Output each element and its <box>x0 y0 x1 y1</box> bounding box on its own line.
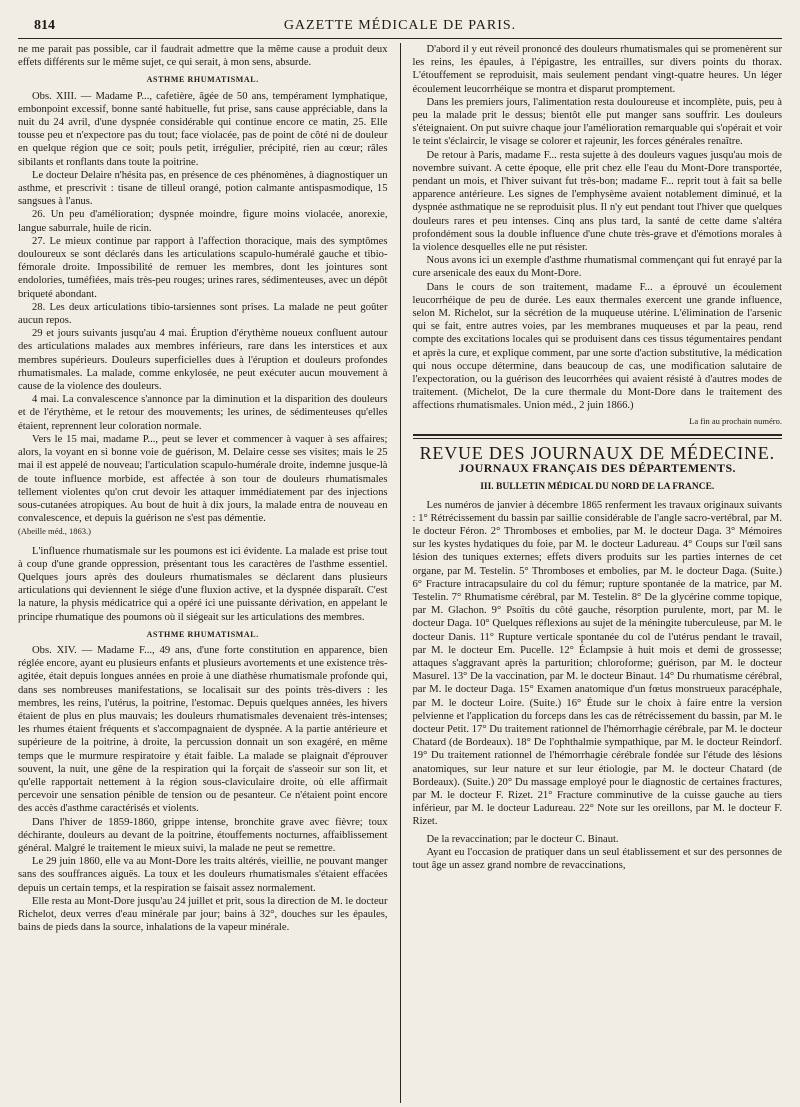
paragraph: Dans le cours de son traitement, madame F... a éprouvé un écoulement leucorrhéique de peu de durée. Les eaux thermales exercent une grande influence, selon M. Richelot, sur la sécrétion de la muqueuse utérine. L'élimination de l'arsenic qui se fait, entre autres voies, par les membranes muqueuses et par la peau, rend compte des excitations locales qui se produisent dans ces tissus tégumentaires pendant et après la cure, et explique comment, par une sorte d'action substitutive, la médication qui nous occupe détermine, dans beaucoup de cas, une modification salutaire de l'expectoration, ou la guérison des leucorrhées qui avaient résisté à d'autres modes de traitement. (Michelot, De la cure thermale du Mont-Dore dans le traitement des affections rhumatismales. Union méd., 2 juin 1866.) <box>412 281 782 412</box>
paragraph: Les numéros de janvier à décembre 1865 renferment les travaux originaux suivants : 1° Rétrécissement du bassin par saillie considérable de l'angle sacro-vertébral, par M. le docteur Féron. 2° Thromboses et embolies, par M. le docteur Daga. 3° Mémoires sur les kystes hydatiques du foie, par M. le docteur Ladureau. 4° Coups sur l'œil sans lésion des tuniques externes; effets divers produits sur les parties internes de cet organe, par M. Testelin. 5° Thromboses et embolies, par M. le docteur Daga. (Suite.) 6° Fracture intracapsulaire du col du fémur; rupture spontanée de la matrice, par M. Testelin. 7° Rhumatisme cérébral, par M. Testelin. 8° De la glycérine comme topique, par M. Glachon. 9° Psoïtis du côté gauche, résorption purulente, mort, par M. le docteur Daga. 10° Quelques réflexions au sujet de la méningite tuberculeuse, par M. le docteur Danis. 11° Rupture verticale spontanée du col de l'utérus pendant le travail, par M. le docteur Em. Pucelle. 12° Éclampsie à huit mois et demi de grossesse; attaques s'aggravant après la parturition; chloroforme; guérison, par M. le docteur Masurel. 13° De la vaccination, par M. le docteur Binaut. 14° Du rhumatisme cérébral, par M. le docteur Daga. 15° Examen anatomique d'un fœtus monstrueux paracéphale, par M. le docteur Loire. (Suite.) 16° Étude sur le choix à faire entre la version pelvienne et l'application du forceps dans les cas de rétrécissement du bassin, par M. le docteur Petit. 17° Du traitement rationnel de l'hémorrhagie cérébrale, par M. le docteur Chatard (de Bordeaux). 18° De l'ophthalmie sympathique, par M. le docteur Reindorf. 19° Du traitement rationnel de l'hémorrhagie cérébrale fondée sur l'étude des lésions anatomiques, sur leur nature et sur leur étiologie, par M. le docteur Chatard (de Bordeaux). (Suite.) 20° Du massage employé pour le diagnostic de certaines fractures, par M. le docteur F. Rizet. 21° Fracture comminutive de la cuisse gauche au tiers inférieur, par M. le docteur Ladureau. 22° Note sur les oreillons, par M. le docteur F. Rizet. <box>412 499 782 828</box>
right-column <box>403 43 783 1103</box>
revue-subtitle: JOURNAUX FRANÇAIS DES DÉPARTEMENTS. <box>458 461 736 476</box>
source-citation: (Abeille méd., 1863.) <box>18 526 91 537</box>
page-number: 814 <box>34 18 55 33</box>
paragraph: 4 mai. La convalescence s'annonce par la diminution et la disparition des douleurs et de l'érythème, et le retour des mouvements; les urines, de sédimenteuses qu'elles étaient, reprennent leur coloration normale. <box>18 394 388 432</box>
paragraph: Ayant eu l'occasion de pratiquer dans un seul établissement et sur des personnes de tout âge un assez grand nombre de revaccinations, <box>412 846 782 871</box>
section-heading: ASTHME RHUMATISMAL. <box>146 75 259 85</box>
paragraph: Dans l'hiver de 1859-1860, grippe intense, bronchite grave avec fièvre; toux déchirante, douleurs au devant de la poitrine, étouffements nocturnes, affaiblissement général. Malgré le traitement le mieux suivi, la malade ne peut se remettre. <box>18 816 388 854</box>
column-divider <box>400 43 401 1103</box>
paragraph: Vers le 15 mai, madame P..., peut se lever et commencer à vaquer à ses affaires; alors, la voyant en si bonne voie de guérison, M. Delaire cesse ses visites; mais le 25 mai il est appelé de nouveau; l'articulation scapulo-humérale droite, indemne jusque-là de toute influence morbide, est affectée à son tour de douleurs rhumatismales tellement violentes qu'on crut devoir les attaquer immédiatement par des injections sous-cutanées atropiques. Au bout de huit à dix jours, la malade entra de nouveau en convalescence, et depuis la guérison ne s'est pas démentie. <box>18 433 388 525</box>
paragraph: De retour à Paris, madame F... resta sujette à des douleurs vagues jusqu'au mois de novembre suivant. A cette époque, elle prit chez elle l'eau du Mont-Dore transportée, pendant un mois, et l'hiver suivant fut très-bon; madame F... reprit tout à fait sa belle apparence antérieure. Les signes de l'emphysème avaient notablement diminué, et la dyspnée asthmatique ne se reproduisit plus. Il n'y eut pendant tout l'hiver que quelques douleurs rares et peu intenses. Cinq ans plus tard, la santé de cette dame s'altéra profondément sous la double influence d'une chute très-grave et d'émotions morales à la violence desquelles elle ne put résister. <box>412 149 782 254</box>
paragraph: 26. Un peu d'amélioration; dyspnée moindre, figure moins violacée, anorexie, langue saburrale, huile de ricin. <box>18 209 388 234</box>
section-rule <box>413 434 783 439</box>
revue-title: REVUE DES JOURNAUX DE MÉDECINE. <box>419 442 775 463</box>
running-head <box>18 14 782 39</box>
paragraph: Le 29 juin 1860, elle va au Mont-Dore les traits altérés, vieillie, ne pouvant manger sans des souffrances aiguës. La toux et les douleurs rhumatismales s'étaient effacées depuis un certain temps, et la respiration se faisait assez normalement. <box>18 856 388 894</box>
subsection-heading: De la revaccination; par le docteur C. Binaut. <box>426 833 619 845</box>
paragraph: Nous avons ici un exemple d'asthme rhumatismal commençant qui fut enrayé par la cure arsenicale des eaux du Mont-Dore. <box>412 255 782 280</box>
paragraph: Dans les premiers jours, l'alimentation resta douloureuse et incomplète, puis, peu à peu la malade prit le dessus; bientôt elle put manger sans souffrir. Les douleurs s'éteignaient. On put suivre chaque jour l'amélioration remarquable qui s'opérait et voir le teint s'éclaircir, le visage se colorer et rajeunir, les forces générales renaître. <box>412 96 782 148</box>
bulletin-heading: III. BULLETIN MÉDICAL DU NORD DE LA FRANCE. <box>480 482 715 493</box>
paragraph: ne me parait pas possible, car il faudrait admettre que la même cause a produit deux effets différents sur le même sujet, ce qui serait, à mon sens, absurde. <box>18 44 388 69</box>
observation-13: Obs. XIII. — Madame P..., cafetière, âgée de 50 ans, tempérament lymphatique, embonpoint excessif, bonne santé habituelle, fut prise, sans cause appréciable, dans la nuit du 24 avril, d'une dyspnée considérable qui continue encore ce matin, 25. Elle tousse peu et n'expectore pas du tout; face violacée, pas de point de côté ni de douleur en quelque région que ce soit; pouls petit, irrégulier, précipité, rien au cœur; râles sibilants et ronflants dans toute la poitrine. <box>18 90 388 168</box>
columns <box>18 43 782 1103</box>
paragraph: Le docteur Delaire n'hésita pas, en présence de ces phénomènes, à diagnostiquer un asthme, et prescrivit : tisane de tilleul orangé, potion calmante antispasmodique, 15 sangsues à l'anus. <box>18 169 388 208</box>
paragraph: D'abord il y eut réveil prononcé des douleurs rhumatismales qui se promenèrent sur les reins, les épaules, à l'épigastre, les entrailles, sur divers points du thorax. L'étouffement se reproduisit, mais seulement pendant vingt-quatre heures. Un léger écoulement leucorrhéique se montra et disparut promptement. <box>412 44 782 95</box>
journal-title: GAZETTE MÉDICALE DE PARIS. <box>283 18 517 33</box>
paragraph: 27. Le mieux continue par rapport à l'affection thoracique, mais des symptômes douloureux se sont déclarés dans les articulations scapulo-huméralé gauche et tibio-fémorale droite. Impossibilité de remuer les membres, dont les jointures sont endolories, tuméfiées, mais très-peu rouges; urines rares, sédimenteuses, avec un dépôt briqueté abondant. <box>18 235 388 300</box>
paragraph: 29 et jours suivants jusqu'au 4 mai. Éruption d'érythème noueux confluent autour des articulations malades aux membres inférieurs, rare dans les interstices et aux membres supérieurs. Douleurs superficielles dues à l'éruption et douleurs profondes rhumatismales. La malade, comme enkylosée, ne peut exécuter aucun mouvement à cause de la violence des douleurs. <box>18 328 388 393</box>
paragraph: 28. Les deux articulations tibio-tarsiennes sont prises. La malade ne peut goûter aucun repos. <box>18 301 388 327</box>
paragraph: Elle resta au Mont-Dore jusqu'au 24 juillet et prit, sous la direction de M. le docteur Richelot, deux verres d'eau minérale par jour; bains à 32°, douches sur les épaules, bains de pieds dans la source, inhalations de la vapeur minérale. <box>18 895 388 934</box>
continued-note: La fin au prochain numéro. <box>689 415 782 426</box>
observation-14: Obs. XIV. — Madame F..., 49 ans, d'une forte constitution en apparence, bien réglée encore, ayant eu plusieurs enfants et plusieurs avortements et une existence très-agitée, était depuis longues années en proie à une diathèse rhumatismale profonde qui, dans ses nombreuses manifestations, se localisait sur des points très-divers : les membres, les reins, l'utérus, la poitrine, l'estomac. Depuis quelques années, les hivers étaient de plus en plus mauvais; les douleurs rhumatismales devenaient très-intenses; les rhumes étaient fréquents et s'accompagnaient de dyspnée. A la partie antérieure et supérieure de la poitrine, à droite, la percussion donnait un son exagéré, en même temps que le murmure respiratoire y était faible. La malade se plaignait d'éprouver souvent, la nuit, une gêne de la respiration qui la forçait de s'asseoir sur son lit, et qu'elle rapportait nettement à la région sous-claviculaire droite, où elle affirmait percevoir une sensation pénible de tension ou de pesanteur. Ce n'étaient point encore des accès d'asthme caractérisés et violents. <box>18 644 388 815</box>
section-heading: ASTHME RHUMATISMAL. <box>146 629 259 639</box>
left-column <box>18 43 398 1103</box>
paragraph: L'influence rhumatismale sur les poumons est ici évidente. La malade est prise tout à coup d'une grande oppression, présentant tous les caractères de l'asthme essentiel. Quelques jours après des douleurs rhumatismales se déclarent dans plusieurs articulations qui deviennent le siége d'une fluxion active, et la dyspnée disparaît. C'est la nature, la physis médicatrice qui a opéré ici une puissante dérivation, en appelant le principe rhumatique des poumons où il siégeait sur les articulations des membres. <box>18 545 388 623</box>
